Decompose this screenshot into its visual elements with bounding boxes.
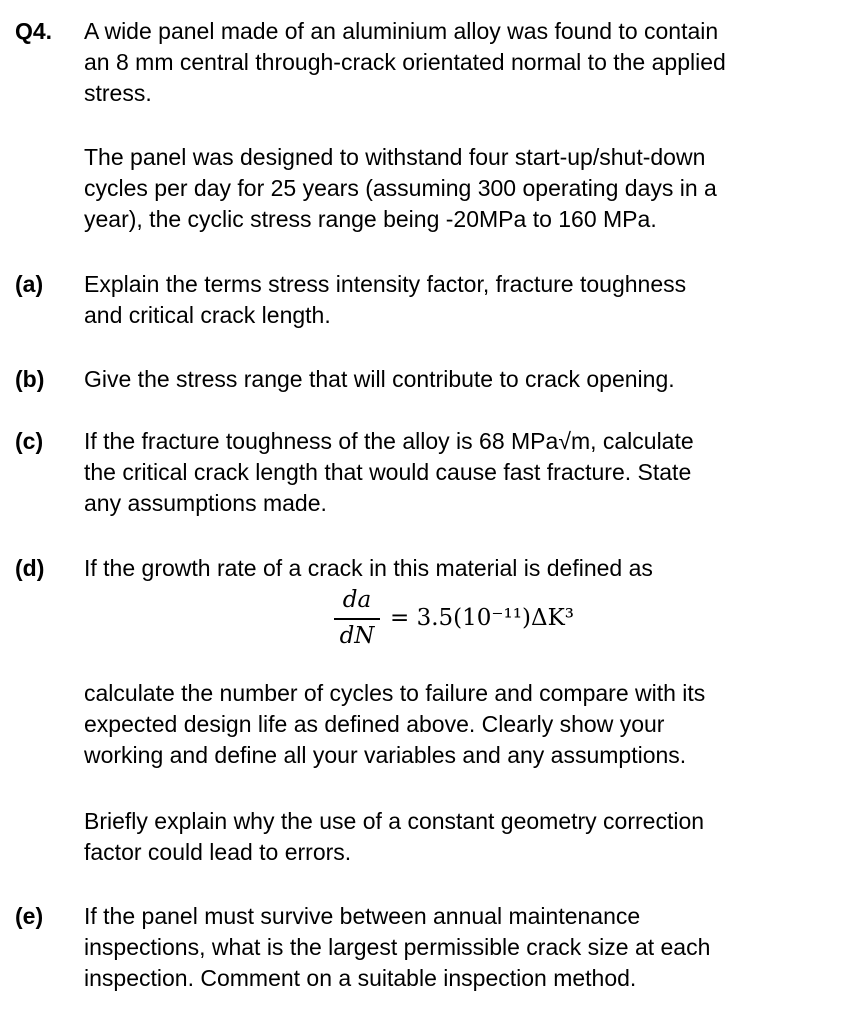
- part-e-text: [84, 901, 854, 994]
- question-intro: [84, 16, 854, 109]
- design-line: The panel was designed to withstand four start-up/shut-down: [84, 144, 706, 170]
- part-c-text: [84, 426, 854, 519]
- part-a-label: (a): [15, 271, 44, 297]
- part-e-label: (e): [15, 903, 44, 929]
- design-line: year), the cyclic stress range being -20MPa to 160 MPa.: [84, 206, 657, 232]
- part-e-line: inspections, what is the largest permissible crack size at each: [84, 934, 711, 960]
- part-c-line: the critical crack length that would cause fast fracture. State: [84, 459, 692, 485]
- part-d-calc-line: expected design life as defined above. Clearly show your: [84, 711, 665, 737]
- equation-fraction: [334, 586, 380, 650]
- part-d-text: [84, 553, 854, 584]
- design-line: cycles per day for 25 years (assuming 300 operating days in a: [84, 175, 717, 201]
- part-e-line: If the panel must survive between annual maintenance: [84, 903, 641, 929]
- part-b-label: (b): [15, 366, 45, 392]
- question-intro-line: stress.: [84, 80, 152, 106]
- part-d-calc-text: [84, 678, 854, 771]
- question-design-paragraph: [84, 142, 854, 235]
- part-a-line: and critical crack length.: [84, 302, 331, 328]
- question-label: Q4.: [15, 18, 53, 44]
- part-c-line: If the fracture toughness of the alloy is 68 MPa√m, calculate: [84, 428, 694, 454]
- part-a-line: Explain the terms stress intensity factor, fracture toughness: [84, 271, 687, 297]
- question-intro-line: A wide panel made of an aluminium alloy was found to contain: [84, 18, 719, 44]
- question-intro-line: an 8 mm central through-crack orientated normal to the applied: [84, 49, 726, 75]
- part-b-text: [84, 364, 854, 395]
- part-b-line: Give the stress range that will contribute to crack opening.: [84, 366, 675, 392]
- part-a-text: [84, 269, 854, 331]
- fraction-bar: [334, 618, 380, 620]
- part-d-explain-line: factor could lead to errors.: [84, 839, 352, 865]
- equation-denominator: dN: [339, 623, 375, 649]
- part-e-line: inspection. Comment on a suitable inspection method.: [84, 965, 637, 991]
- part-c-line: any assumptions made.: [84, 490, 327, 516]
- part-d-calc-line: calculate the number of cycles to failure and compare with its: [84, 680, 706, 706]
- equation-numerator: da: [342, 587, 372, 613]
- equation-rhs: = 3.5(10⁻¹¹)ΔK³: [390, 605, 574, 631]
- part-d-explain-line: Briefly explain why the use of a constant geometry correction: [84, 808, 705, 834]
- part-d-label: (d): [15, 555, 45, 581]
- part-d-explain-text: [84, 806, 854, 868]
- part-d-line: If the growth rate of a crack in this material is defined as: [84, 555, 653, 581]
- part-c-label: (c): [15, 428, 44, 454]
- part-d-calc-line: working and define all your variables and any assumptions.: [84, 742, 687, 768]
